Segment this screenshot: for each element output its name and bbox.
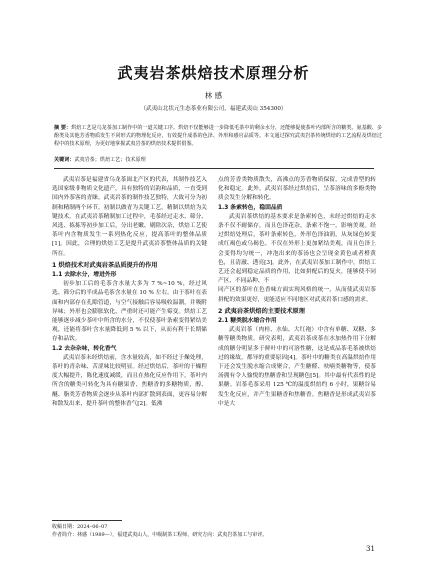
author-affiliation: （武夷山北状元生态茶业有限公司，福建武夷山 354300） [140,106,287,112]
footnote [52,523,382,539]
abstract [54,124,382,149]
subsection-1-1-text: 初步加工后的毛茶含水量大多为 7 %~10 %，经过风选、筛分后的半成品毛茶含水量在 10 % 左右。由于茶叶在表面和内部存在孔隙管道，与空气接触后容易吸收温潮，并吸附异味；外形也会膨胀软化，严重时还可能产生霉变。烘焙工艺能够逐步减少茶叶中所含的水分，不仅使茶叶条索变得紧结美观，还能将茶叶含水量降低到 5 % 以下，从而有利于长期储存和品饮。 [52,281,207,343]
keywords [54,156,382,164]
left-column [52,176,207,409]
author-name: 林 感 [204,91,223,100]
author-bio: 作者简介：林感（1989—），福建武夷山人，中级制茶工程师，研究方向：武夷岩茶加工与审评。 [52,532,268,538]
section-2-heading: 2 武夷岩茶烘焙的主要技术原理 [218,307,305,315]
header-divider [54,168,374,169]
footnote-divider [52,520,122,521]
subsection-1-2-heading: 1.2 去杂杂味，转化香气 [52,345,117,352]
subsection-1-3-text-cont: 同产区的茶叶在色香味方面实现风格的统一，从而使武夷岩茶拼配的效果更好，更能适应不同地区对武夷岩茶口感的需求。 [218,287,376,303]
abstract-text: 烘焙工艺是乌龙茶加工制作中的一道关键工序。烘焙不仅能够进一步降低毛茶中的剩余水分，还能够促使茶叶内部所含的糖类、氨基酸、多酚类及其他芳香物质发生不同形式的物理化反应，有效提升成茶的色泽、外形和感官品质等。本文通过探究武夷岩茶传统烘焙的工艺流程及烘焙过程中的技术原理，为更好地掌握武夷岩茶的烘焙技术提供借鉴。 [54,125,382,148]
section-1-heading: 1 烘焙技术对武夷岩茶品质提升的作用 [52,261,158,269]
subsection-1-3-text: 武夷岩茶烘焙的基本要求是条索转色，未经过烘焙的走水条不仅不耐储存，而且色泽花杂，条索不饱一，影响美观。经过烘焙处理后，茶叶条索转色，外形色泽油润，从灰绿色转变成红褐色或乌褐色。不仅在外形上更加紧结美观，而且色泽上会变得均匀统一，冲泡出来的茶汤也会呈现金黄色或者橙黄色，且清澈、透亮[3]。此外，在武夷岩茶加工制作中，烘焙工艺还会起到稳定品质的作用，比如拼配后的复火，能够使不同产区、不同品种、不 [218,213,376,285]
page-number: 31 [366,545,375,553]
keywords-text: 武夷岩茶；烘焙工艺；技术原理 [74,157,146,163]
subsection-2-1-text: 武夷岩茶（肉桂、水仙、大红袍）中含有单糖、双糖、多糖等糖类物质。研究表明，武夷岩茶成茶在水加热作用下分解成的糖分明显多于鲜叶中的可溶性糖，这是成品茶毛茶被烘焙过的缘故，都导的重要原因[4]。茶叶中的糖类在高温烘焙作用下还会发生脱水缩合成聚合，产生糖醛、呋喃类糖物等，使茶汤拥有令人愉悦的焦糖香和呈现糖色[5]。其中最有代表性的是果糖。岩茶毛茶采用 125 ℃的温度烘焙约 6 小时，果糖谷易发生化反应，并产生果糖香和焦糖香。焦糖香是形成武夷岩茶中是大 [218,327,376,407]
paper-title: 武夷岩茶烘焙技术原理分析 [117,64,310,82]
continued-paragraph: 点的芳香类物质散失，高沸点的芳香物质保留，完成香型的转化和稳定。此外，武夷岩茶经过烘焙后，呈茶溶味的多酚类物质会发生分解和转化。 [218,177,376,202]
abstract-label: 摘 要： [54,125,72,131]
received-date: 收稿日期：2024–06–07 [52,524,108,530]
subsection-1-1-heading: 1.1 去除水分，增进外形 [52,272,117,279]
subsection-1-3-heading: 1.3 条索转色，稳固品质 [218,204,283,211]
subsection-2-1-heading: 2.1 糖类脱水缩合作用 [218,318,277,325]
intro-paragraph: 武夷岩茶是福建省乌龙茶闽北产区的代表，其制作技艺入选国家级非物质文化遗产，具有独特的岩韵和品质，一直受到国内外茶客的青睐。武夷岩茶的制作技艺独特，大致可分为初制和精制两个环节，初制以做青为关键工艺，精制以烘焙为关键技术。在武夷岩茶精制加工过程中，毛茶经过走水、筛分、风选、拣拣等初步加工后，分出老嫩、剔除次杂，烘焙工艺使茶叶内含物质发生一系列热化反应，提高茶叶的整体品质[1]。因此，合理的烘焙工艺是提升武夷岩茶整体品质的关键所在。 [52,177,207,257]
right-column [218,176,376,409]
keywords-label: 关键词： [54,157,75,163]
subsection-1-2-text: 武夷岩茶未经烘焙前，含水量较高，如不经过于燥处理，茶叶的青杂味、苦涩味比较明显。经过烘焙后，茶叶的干燥程度大幅提升，陈化速度减缓，而且在热化反应作用下，茶叶内所含的糖类可转化为具有糖果香、焦糖香的多糖物质，醇、醚、脂类芳香物质会逐步从茶叶内部扩散到表面，更容易分解和散发出来，提升茶叶的整体香气[2]。低沸 [52,354,207,407]
